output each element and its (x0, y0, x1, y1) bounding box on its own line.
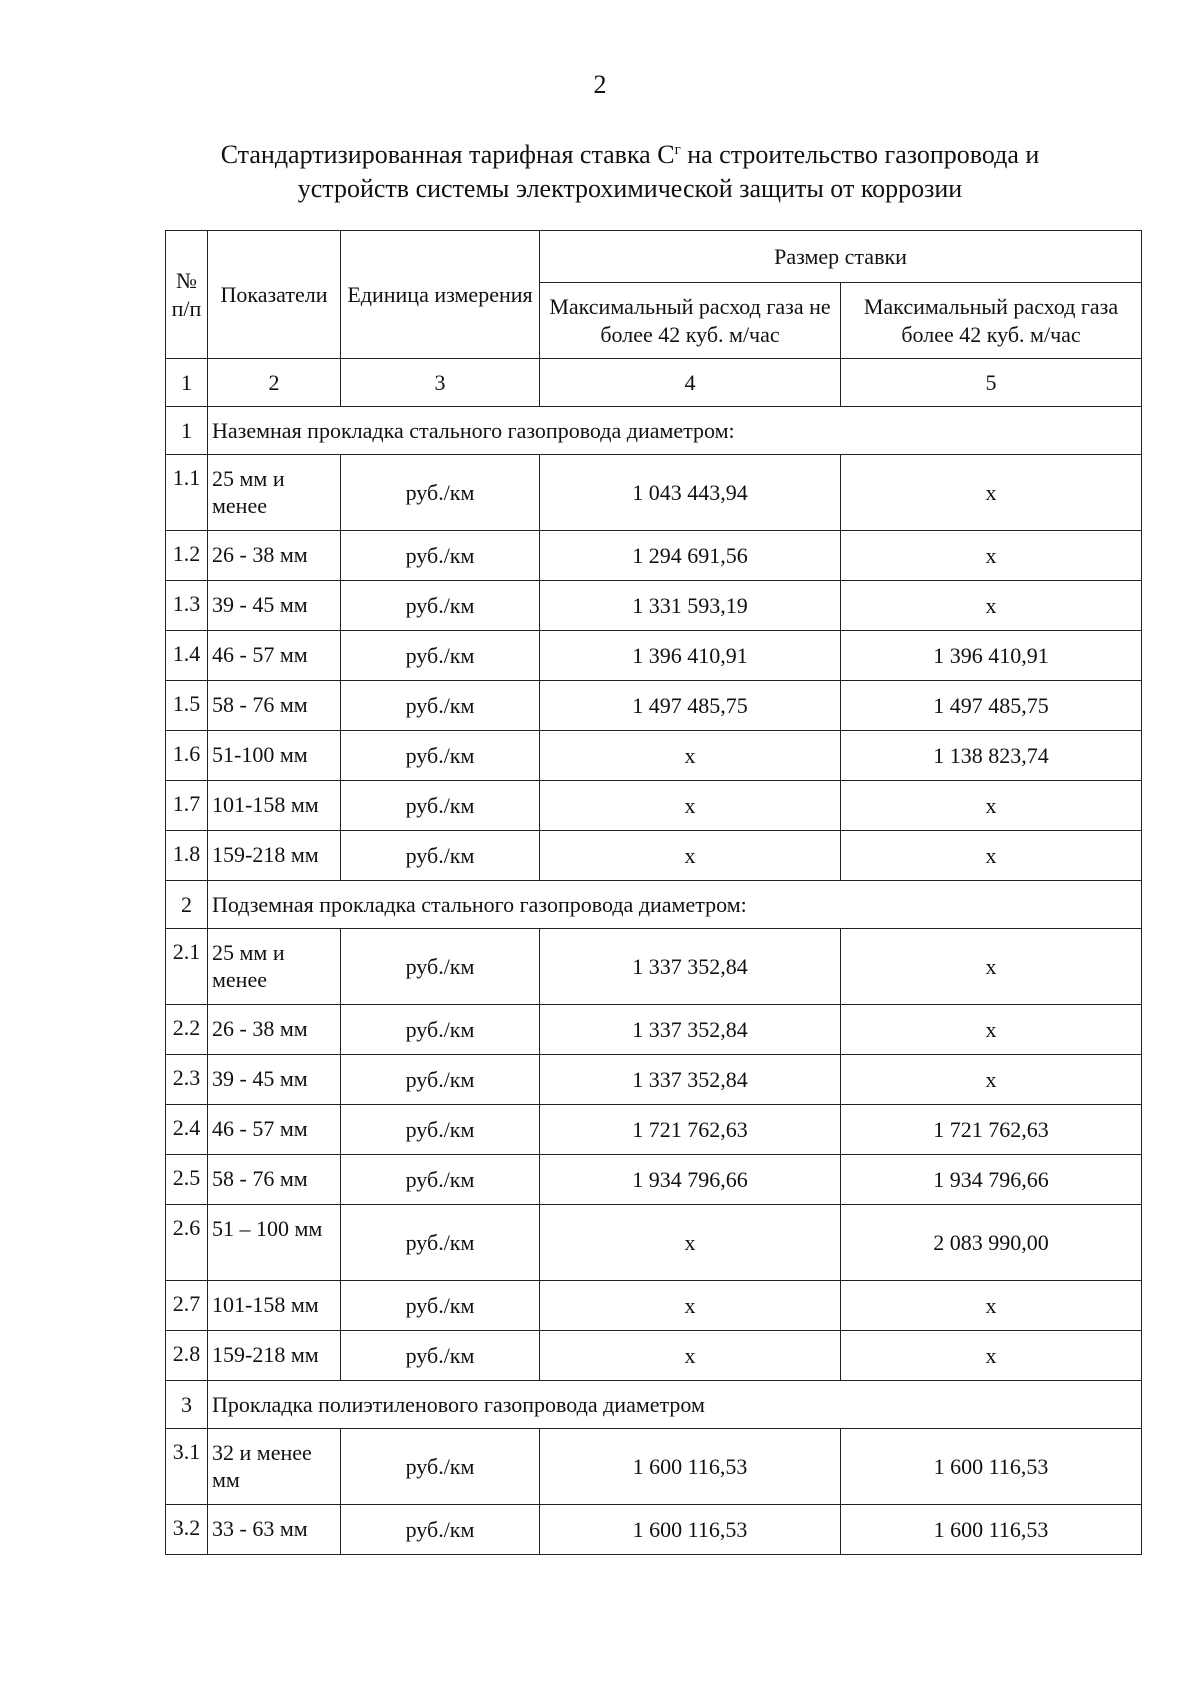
row-number: 1.3 (166, 581, 208, 631)
row-value-gt42: 1 600 116,53 (841, 1429, 1142, 1505)
row-unit: руб./км (341, 681, 540, 731)
row-value-gt42: x (841, 1055, 1142, 1105)
row-indicator: 58 - 76 мм (208, 681, 341, 731)
row-value-le42: 1 294 691,56 (540, 531, 841, 581)
row-value-le42: 1 337 352,84 (540, 1005, 841, 1055)
column-index-cell: 1 (166, 359, 208, 407)
header-row-1 (166, 231, 1142, 283)
row-indicator: 51 – 100 мм (208, 1205, 341, 1281)
row-indicator: 51-100 мм (208, 731, 341, 781)
row-unit: руб./км (341, 1429, 540, 1505)
row-number: 1.6 (166, 731, 208, 781)
row-number: 1.5 (166, 681, 208, 731)
title-line1-after: на строительство газопровода и (680, 140, 1040, 169)
row-value-le42: 1 600 116,53 (540, 1429, 841, 1505)
table-row (166, 531, 1142, 581)
table-row (166, 1429, 1142, 1505)
row-unit: руб./км (341, 1005, 540, 1055)
row-unit: руб./км (341, 1055, 540, 1105)
table-body (166, 231, 1142, 1555)
row-value-gt42: 1 721 762,63 (841, 1105, 1142, 1155)
row-value-gt42: x (841, 781, 1142, 831)
table-row (166, 1105, 1142, 1155)
row-number: 2.3 (166, 1055, 208, 1105)
row-value-gt42: x (841, 1005, 1142, 1055)
row-number: 2.4 (166, 1105, 208, 1155)
row-unit: руб./км (341, 781, 540, 831)
row-value-le42: x (540, 1331, 841, 1381)
row-value-le42: 1 337 352,84 (540, 929, 841, 1005)
row-number: 3.2 (166, 1505, 208, 1555)
row-value-gt42: 1 934 796,66 (841, 1155, 1142, 1205)
row-value-gt42: x (841, 531, 1142, 581)
row-value-gt42: 2 083 990,00 (841, 1205, 1142, 1281)
row-unit: руб./км (341, 1505, 540, 1555)
row-value-le42: 1 497 485,75 (540, 681, 841, 731)
row-number: 1.2 (166, 531, 208, 581)
row-value-le42: 1 934 796,66 (540, 1155, 841, 1205)
row-number: 2.7 (166, 1281, 208, 1331)
table-row (166, 1155, 1142, 1205)
row-unit: руб./км (341, 1281, 540, 1331)
table-row (166, 681, 1142, 731)
header-num: № п/п (166, 231, 208, 359)
row-unit: руб./км (341, 531, 540, 581)
column-index-cell: 5 (841, 359, 1142, 407)
row-value-le42: 1 337 352,84 (540, 1055, 841, 1105)
column-index-row (166, 359, 1142, 407)
row-indicator: 46 - 57 мм (208, 1105, 341, 1155)
row-number: 2.5 (166, 1155, 208, 1205)
section-number: 1 (166, 407, 208, 455)
row-indicator: 101-158 мм (208, 781, 341, 831)
row-value-le42: x (540, 731, 841, 781)
section-row (166, 407, 1142, 455)
table-row (166, 731, 1142, 781)
section-row (166, 1381, 1142, 1429)
row-number: 1.8 (166, 831, 208, 881)
row-number: 3.1 (166, 1429, 208, 1505)
row-indicator: 39 - 45 мм (208, 581, 341, 631)
section-number: 3 (166, 1381, 208, 1429)
row-unit: руб./км (341, 831, 540, 881)
column-index-cell: 4 (540, 359, 841, 407)
row-value-le42: 1 396 410,91 (540, 631, 841, 681)
row-unit: руб./км (341, 1105, 540, 1155)
row-value-le42: 1 043 443,94 (540, 455, 841, 531)
row-number: 1.4 (166, 631, 208, 681)
table-row (166, 1281, 1142, 1331)
table-row (166, 631, 1142, 681)
row-number: 2.6 (166, 1205, 208, 1281)
header-col-le42: Максимальный расход газа не более 42 куб. м/час (540, 283, 841, 359)
row-unit: руб./км (341, 455, 540, 531)
section-title: Прокладка полиэтиленового газопровода диаметром (208, 1381, 1142, 1429)
section-number: 2 (166, 881, 208, 929)
row-unit: руб./км (341, 631, 540, 681)
row-value-le42: x (540, 781, 841, 831)
row-indicator: 26 - 38 мм (208, 531, 341, 581)
row-number: 2.8 (166, 1331, 208, 1381)
title-line1-before: Стандартизированная тарифная ставка С (220, 140, 675, 169)
row-indicator: 159-218 мм (208, 1331, 341, 1381)
row-value-le42: 1 600 116,53 (540, 1505, 841, 1555)
row-indicator: 58 - 76 мм (208, 1155, 341, 1205)
column-index-cell: 3 (341, 359, 540, 407)
table-row (166, 831, 1142, 881)
tariff-rates-table (165, 230, 1142, 1555)
section-row (166, 881, 1142, 929)
row-value-le42: x (540, 1281, 841, 1331)
page-number: 2 (593, 70, 607, 99)
row-indicator: 101-158 мм (208, 1281, 341, 1331)
row-number: 2.1 (166, 929, 208, 1005)
row-indicator: 25 мм и менее (208, 455, 341, 531)
row-value-gt42: x (841, 831, 1142, 881)
row-indicator: 33 - 63 мм (208, 1505, 341, 1555)
table-row (166, 581, 1142, 631)
row-value-gt42: 1 138 823,74 (841, 731, 1142, 781)
table-row (166, 1005, 1142, 1055)
column-index-cell: 2 (208, 359, 341, 407)
row-indicator: 46 - 57 мм (208, 631, 341, 681)
table-row (166, 1055, 1142, 1105)
row-value-le42: x (540, 831, 841, 881)
header-rate-size: Размер ставки (540, 231, 1142, 283)
header-indicator: Показатели (208, 231, 341, 359)
row-value-gt42: x (841, 455, 1142, 531)
row-number: 1.7 (166, 781, 208, 831)
header-col-gt42: Максимальный расход газа более 42 куб. м/час (841, 283, 1142, 359)
section-title: Подземная прокладка стального газопровода диаметром: (208, 881, 1142, 929)
row-unit: руб./км (341, 1205, 540, 1281)
header-unit: Единица измерения (341, 231, 540, 359)
table-row (166, 1331, 1142, 1381)
row-unit: руб./км (341, 731, 540, 781)
table-row (166, 929, 1142, 1005)
row-value-le42: 1 721 762,63 (540, 1105, 841, 1155)
row-indicator: 32 и менее мм (208, 1429, 341, 1505)
table-row (166, 1505, 1142, 1555)
row-value-le42: x (540, 1205, 841, 1281)
row-unit: руб./км (341, 1155, 540, 1205)
row-value-gt42: 1 497 485,75 (841, 681, 1142, 731)
table-row (166, 455, 1142, 531)
row-unit: руб./км (341, 1331, 540, 1381)
row-indicator: 25 мм и менее (208, 929, 341, 1005)
row-value-gt42: x (841, 581, 1142, 631)
table-row (166, 1205, 1142, 1281)
row-value-gt42: 1 396 410,91 (841, 631, 1142, 681)
row-indicator: 39 - 45 мм (208, 1055, 341, 1105)
row-indicator: 159-218 мм (208, 831, 341, 881)
title-superscript: г (674, 142, 681, 158)
table-row (166, 781, 1142, 831)
row-value-gt42: x (841, 1281, 1142, 1331)
row-value-gt42: 1 600 116,53 (841, 1505, 1142, 1555)
title-line2: устройств системы электрохимической защиты от коррозии (297, 174, 963, 203)
document-title (150, 133, 1110, 206)
row-number: 2.2 (166, 1005, 208, 1055)
section-title: Наземная прокладка стального газопровода диаметром: (208, 407, 1142, 455)
row-number: 1.1 (166, 455, 208, 531)
row-value-gt42: x (841, 929, 1142, 1005)
row-value-gt42: x (841, 1331, 1142, 1381)
row-indicator: 26 - 38 мм (208, 1005, 341, 1055)
row-unit: руб./км (341, 929, 540, 1005)
row-unit: руб./км (341, 581, 540, 631)
row-value-le42: 1 331 593,19 (540, 581, 841, 631)
